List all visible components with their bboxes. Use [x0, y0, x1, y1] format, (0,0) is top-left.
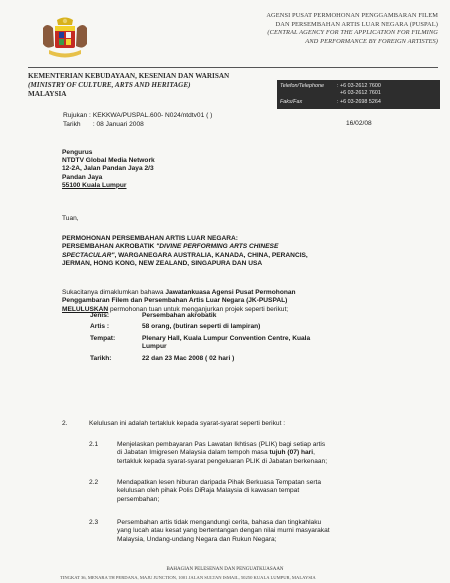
condition-intro: [62, 420, 285, 427]
footer-address: TINGKAT 36, MENARA TH PERDANA, MAJU JUNCTION, 1001 JALAN SULTAN ISMAIL, 50250 KUALA LUMPUR, MALAYSIA: [60, 575, 316, 580]
agency-name-line: DAN PERSEMBAHAN ARTIS LUAR NEGARA (PUSPAL): [275, 20, 438, 28]
condition-line: Persembahan artis tidak mengandungi cerita, bahasa dan tingkahlaku: [117, 519, 322, 526]
condition-line: Malaysia, Undang-undang Negara dan Rukun Negara;: [117, 535, 277, 543]
condition-line: tertakluk kepada syarat-syarat pengeluaran PLIK di Jabatan berkenaan;: [117, 457, 328, 465]
subject-line: PERMOHONAN PERSEMBAHAN ARTIS LUAR NEGARA:: [62, 235, 238, 242]
reference-label: Rujukan :: [63, 112, 91, 119]
detail-value: 58 orang, (butiran seperti di lampiran): [142, 323, 261, 330]
malaysia-coat-of-arms-icon: [37, 16, 93, 60]
address-line: Pandan Jaya: [62, 173, 103, 181]
ministry-country: MALAYSIA: [28, 90, 67, 98]
condition-line: persembahan;: [117, 495, 160, 503]
detail-label: Artis :: [90, 323, 110, 330]
fax-label: Faks/Fax: [280, 99, 303, 105]
ministry-name: KEMENTERIAN KEBUDAYAAN, KESENIAN DAN WARISAN: [28, 72, 230, 80]
detail-value: 22 dan 23 Mac 2008 ( 02 hari ): [142, 355, 235, 362]
address-line: Pengurus: [62, 149, 93, 156]
condition-text: [117, 519, 385, 544]
agency-name-line: AGENSI PUSAT PERMOHONAN PENGGAMBARAN FILEM: [266, 12, 438, 19]
subject-line: JERMAN, HONG KONG, NEW ZEALAND, SINGAPURA DAN USA: [62, 260, 263, 268]
footer-division: BAHAGIAN PELESENAN DAN PENGUATKUASAAN: [166, 567, 284, 572]
detail-label: Tempat:: [90, 335, 116, 342]
detail-value: Lumpur: [142, 343, 167, 350]
condition-text: [117, 441, 385, 466]
paragraph-text: Penggambaran Filem dan Persembahan Artis Luar Negara (JK-PUSPAL): [62, 297, 288, 305]
address-line: 55100 Kuala Lumpur: [62, 181, 127, 189]
condition-number: 2.1: [89, 441, 99, 448]
condition-line: Menjelaskan pembayaran Pas Lawatan Ikhtisas (PLIK) bagi setiap artis: [117, 441, 326, 448]
condition-line: di Jabatan Imigresen Malaysia dalam tempoh masa: [117, 449, 270, 457]
fax-number: : +6 03-2698 5264: [337, 99, 381, 105]
handwritten-date: 16/02/08: [346, 120, 372, 127]
paragraph-text: Kelulusan ini adalah tertakluk kepada syarat-syarat seperti berikut :: [89, 420, 286, 427]
subject-line: , WARGANEGARA AUSTRALIA, KANADA, CHINA, PERANCIS,: [114, 251, 308, 259]
subject-heading: [62, 235, 384, 269]
condition-text: [117, 479, 385, 504]
paragraph-text: permohonan tuan untuk menganjurkan projek seperti berikut;: [108, 305, 289, 313]
condition-line: kelulusan oleh pihak Polis DiRaja Malaysia di kawasan tempat: [117, 487, 300, 495]
date-label: Tarikh: [63, 120, 81, 128]
paragraph-number: 2.: [62, 420, 68, 427]
address-line: 12-2A, Jalan Pandan Jaya 2/3: [62, 165, 154, 173]
recipient-address: [62, 149, 155, 190]
telephone-number: : +6 03-2612 7600: [337, 83, 381, 89]
approval-word: MELULUSKAN: [62, 305, 109, 313]
condition-line: ,: [313, 449, 315, 457]
agency-english-line: AND PERFORMANCE BY FOREIGN ARTISTES): [305, 37, 438, 45]
paragraph-text: Jawatankuasa Agensi Pusat Permohonan: [165, 289, 296, 296]
reference-block: [63, 112, 212, 129]
reference-number: KEKKWA/PUSPAL.600- N024/ntdtv01 ( ): [92, 112, 213, 119]
condition-number: 2.3: [89, 519, 99, 526]
address-line: NTDTV Global Media Network: [62, 157, 155, 165]
ministry-english-name: (MINISTRY OF CULTURE, ARTS AND HERITAGE): [28, 81, 191, 89]
telephone-number: +6 03-2612 7601: [340, 90, 381, 96]
detail-value: Plenary Hall, Kuala Lumpur Convention Centre, Kuala: [142, 335, 311, 342]
condition-line: yang lucah atau kesat yang bertentangan dengan nilai murni masyarakat: [117, 527, 330, 535]
condition-line: tujuh (07) hari: [269, 449, 314, 457]
header-divider: [28, 67, 438, 68]
subject-line: PERSEMBAHAN AKROBATIK: [62, 243, 157, 251]
detail-label: Tarikh:: [90, 355, 112, 362]
contact-box: [277, 80, 440, 109]
detail-value: Persembahan akrobatik: [142, 312, 217, 319]
salutation: Tuan,: [62, 215, 79, 222]
subject-line: "DIVINE PERFORMING ARTS CHINESE: [156, 243, 279, 251]
approval-paragraph: [62, 289, 384, 314]
telephone-label: Telefon/Telephone: [280, 83, 324, 89]
ministry-block: [28, 72, 278, 99]
agency-header: [173, 12, 438, 46]
letter-date: : 08 Januari 2008: [92, 120, 144, 128]
condition-line: Mendapatkan lesen hiburan daripada Pihak Berkuasa Tempatan serta: [117, 479, 322, 486]
paragraph-text: Sukacitanya dimaklumkan bahawa: [62, 289, 166, 296]
condition-number: 2.2: [89, 479, 99, 486]
agency-english-line: (CENTRAL AGENCY FOR THE APPLICATION FOR FILMING: [267, 29, 438, 37]
subject-line: SPECTACULAR": [62, 251, 115, 259]
detail-label: Jenis:: [90, 312, 110, 319]
